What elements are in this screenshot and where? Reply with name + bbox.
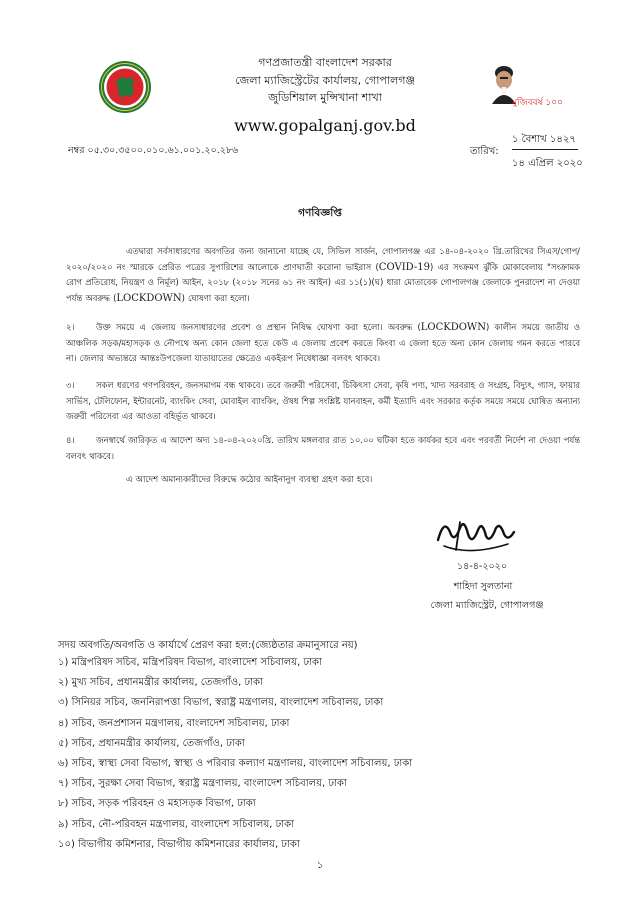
list-item: ২) মুখ্য সচিব, প্রধানমন্ত্রীর কার্যালয়, তেজগাঁও, ঢাকা <box>58 677 263 689</box>
page-number: ১ <box>316 860 324 871</box>
paragraph-number: ৪। <box>66 435 75 445</box>
list-item: ৪) সচিব, জনপ্রশাসন মন্ত্রণালয়, বাংলাদেশ সচিবালয়, ঢাকা <box>58 717 290 729</box>
signature-date: ১৪-৪-২০২০ <box>456 561 508 572</box>
paragraph-4: ৪। জনস্বার্থে জারিকৃত এ আদেশ অদ্য ১৪-০৪-২০২০খ্রি. তারিখ মঙ্গলবার রাত ১০.০০ ঘটিকা হতে কার্যকর হবে এবং পরবর্তী নির্দেশ না দেওয়া পর্যন্ত বলবৎ থাকবে। <box>66 435 580 461</box>
header-website-link[interactable]: www.gopalganj.gov.bd <box>234 116 416 135</box>
notice-title: গণবিজ্ঞপ্তি <box>298 207 342 219</box>
header-office: জেলা ম্যাজিস্ট্রেটের কার্যালয়, গোপালগঞ্জ <box>235 74 415 87</box>
signatory-name: শাহিদা সুলতানা <box>453 581 513 592</box>
list-item: ৩) সিনিয়র সচিব, জননিরাপত্তা বিভাগ, স্বরাষ্ট্র মন্ত্রণালয়, বাংলাদেশ সচিবালয়, ঢাকা <box>58 697 384 709</box>
svg-text:মুজিববর্ষ ১০০: মুজিববর্ষ ১০০ <box>512 98 564 108</box>
distribution-heading: সদয় অবগতি/অবগতি ও কার্যার্থে প্রেরণ করা হল:(জ্যেষ্ঠতার ক্রমানুসারে নয়) <box>58 640 358 651</box>
date-divider <box>512 149 578 150</box>
date-english: ১৪ এপ্রিল ২০২০ <box>512 158 583 169</box>
distribution-list <box>58 653 412 855</box>
mujib-borsho-logo <box>482 60 564 114</box>
list-item: ১) মন্ত্রিপরিষদ সচিব, মন্ত্রিপরিষদ বিভাগ, বাংলাদেশ সচিবালয়, ঢাকা <box>58 657 322 668</box>
list-item: ৭) সচিব, সুরক্ষা সেবা বিভাগ, স্বরাষ্ট্র মন্ত্রণালয়, বাংলাদেশ সচিবালয়, ঢাকা <box>58 778 347 790</box>
signatory-designation: জেলা ম্যাজিস্ট্রেট, গোপালগঞ্জ <box>430 600 544 611</box>
paragraph-3: ৩। সকল ধরণের গণপরিবহন, জনসমাগম বন্ধ থাকবে। তবে জরুরী পরিসেবা, চিকিৎসা সেবা, কৃষি পণ্য, খাদ্য সরবরাহ ও সংগ্রহ, বিদ্যুৎ, গ্যাস, ফায়ার সার্ভিস, টেলিফোন, ইন্টারনেট, ব্যাংকিং সেবা, মোবাইল ব্যাংকিং, ঔষধ শিল্প সংশ্লিষ্ট যানবাহন, কর্মী ইত্যাদি এবং সরকার কর্তৃক সময়ে সময়ে ঘোষিত অন্যান্য জরুরী পরিসেবা এর আওতা বহির্ভূত থাকবে। <box>66 380 580 421</box>
list-item: ৫) সচিব, প্রধানমন্ত্রীর কার্যালয়, তেজগাঁও, ঢাকা <box>58 737 245 749</box>
paragraph-1: এতদ্বারা সর্বসাধারণের অবগতির জন্য জানানো যাচ্ছে যে, সিভিল সার্জন, গোপালগঞ্জ এর ১৪-০৪-২০২০ খ্রি.তারিখের সিএস/গোপ/২০২০/২০২০ নং স্মারকে প্রেরিত পত্রের সুপারিশের আলোকে প্রাণঘাতী করোনা ভাইরাস (COVID-19) এর সংক্রমণ ঝুঁকি মোকাবেলায় "সংক্রামক রোগ প্রতিরোধ, নিয়ন্ত্রণ ও নির্মূল) আইন, ২০১৮ (২০১৮ সনের ৬১ নং আইন) এর ১১(১)(ঘ) ধারা মোতাবেক গোপালগঞ্জ জেলাকে পুনরাদেশ না দেওয়া পর্যন্ত অবরুদ্ধ (LOCKDOWN) ঘোষণা করা হলো। <box>66 246 580 304</box>
paragraph-number: ৩। <box>66 380 75 390</box>
header-government: গণপ্রজাতন্ত্রী বাংলাদেশ সরকার <box>258 56 392 69</box>
paragraph-number: ২। <box>66 322 75 332</box>
header-section: জুডিশিয়াল মুন্সিখানা শাখা <box>268 91 382 104</box>
government-seal-icon <box>98 60 152 114</box>
paragraph-5: এ আদেশ অমান্যকারীদের বিরুদ্ধে কঠোর আইনানুগ ব্যবস্থা গ্রহণ করা হবে। <box>126 474 373 484</box>
date-label: তারিখ: <box>470 146 499 157</box>
date-bangla: ১ বৈশাখ ১৪২৭ <box>512 134 576 145</box>
paragraph-2: ২। উক্ত সময়ে এ জেলায় জনসাধারণের প্রবেশ ও প্রস্থান নিষিদ্ধ ঘোষণা করা হলো। অবরুদ্ধ (LOCKDOWN) কালীন সময়ে জাতীয় ও আঞ্চলিক সড়ক/মহাসড়ক ও নৌপথে অন্য কোন জেলা হতে কেউ এ জেলায় প্রবেশ করতে কিংবা এ জেলা হতে অন্য কোন জেলায় গমন করতে পারবে না। জেলার অভ্যন্তরে আন্তঃউপজেলা যাতায়াতের ক্ষেত্রেও একইরূপ নিষেধাজ্ঞা বলবৎ থাকবে। <box>66 322 580 363</box>
list-item: ১০) বিভাগীয় কমিশনার, বিভাগীয় কমিশনারের কার্যালয়, ঢাকা <box>58 838 300 850</box>
memo-number: নম্বর ০৫.৩০.৩৫০০.০১০.৬১.০০১.২০.২৮৬ <box>68 145 239 156</box>
list-item: ৮) সচিব, সড়ক পরিবহন ও মহাসড়ক বিভাগ, ঢাকা <box>58 798 256 810</box>
signature-image <box>430 510 520 562</box>
list-item: ৬) সচিব, স্বাস্থ্য সেবা বিভাগ, স্বাস্থ্য ও পরিবার কল্যাণ মন্ত্রণালয়, বাংলাদেশ সচিবালয়, ঢাকা <box>58 757 413 769</box>
list-item: ৯) সচিব, নৌ-পরিবহন মন্ত্রণালয়, বাংলাদেশ সচিবালয়, ঢাকা <box>58 818 295 830</box>
